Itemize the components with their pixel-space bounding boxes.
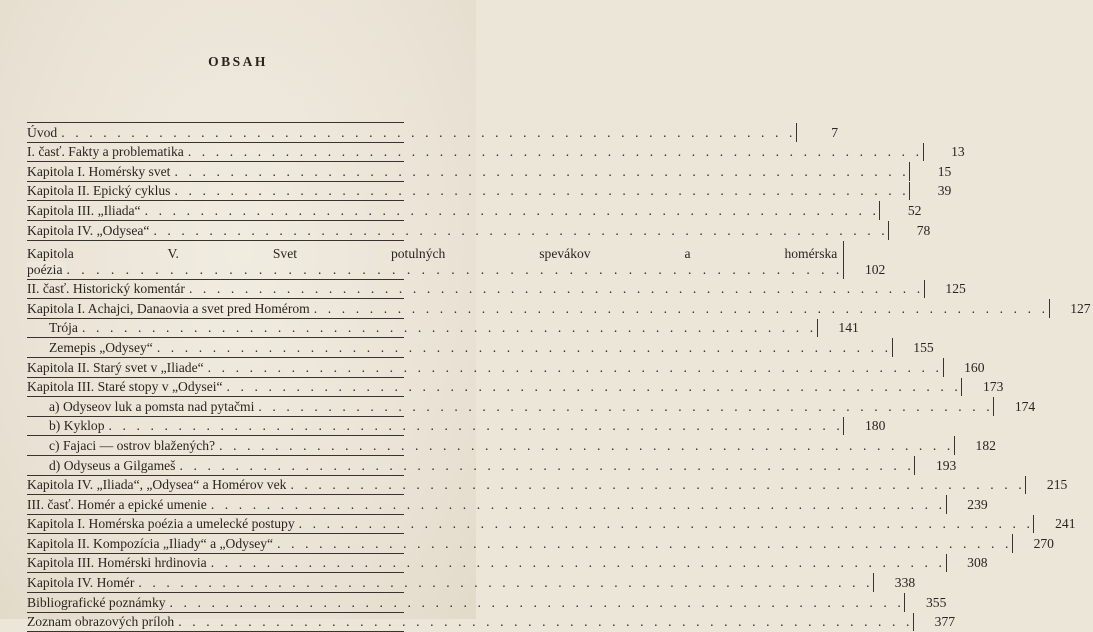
toc-entry-page: 270 [1012,534,1056,553]
dot-leader: . . . . . . . . . . . . . . . . . . . . . . . . . . . . . . . . . . . . . . . . . . . . . . . . . . . . . [298,516,1034,532]
dot-leader: . . . . . . . . . . . . . . . . . . . . . . . . . . . . . . . . . . . . . . . . . . . . . . . . . . . . . [210,496,946,512]
toc-entry-label: Kapitola I. Achajci, Danaovia a svet pred Homérom . . . . . . . . . . . . . . . . . . . . . . . . . . . . . . . . . . . . . . . . . . . . . . . . . . . . . [27,300,1049,316]
table-of-contents [27,122,1091,632]
dot-leader: . . . . . . . . . . . . . . . . . . . . . . . . . . . . . . . . . . . . . . . . . . . . . . . . . . . . . [188,281,924,297]
toc-row [27,417,886,437]
dot-leader: . . . . . . . . . . . . . . . . . . . . . . . . . . . . . . . . . . . . . . . . . . . . . . . . . . . . . [81,320,817,336]
toc-entry-label: a) Odyseov luk a pomsta nad pytačmi . . . . . . . . . . . . . . . . . . . . . . . . . . . . . . . . . . . . . . . . . . . . . . . . . . . . . [49,398,994,414]
toc-row [27,319,859,339]
toc-row [27,613,956,632]
toc-entry-page: 193 [914,456,958,475]
dot-leader: . . . . . . . . . . . . . . . . . . . . . . . . . . . . . . . . . . . . . . . . . . . . . . . . . . . . . [169,594,905,610]
dot-leader: . . . . . . . . . . . . . . . . . . . . . . . . . . . . . . . . . . . . . . . . . . . . . . . . . . . . . [258,398,994,414]
toc-entry-label: Kapitola IV. „Odysea“ . . . . . . . . . . . . . . . . . . . . . . . . . . . . . . . . . . . . . . . . . . . . . . . . . . . . . [27,222,889,238]
toc-entry-page: 141 [817,319,861,338]
toc-row [27,280,966,300]
toc-entry-page: 7 [796,123,840,142]
dot-leader: . . . . . . . . . . . . . . . . . . . . . . . . . . . . . . . . . . . . . . . . . . . . . . . . . . . . . [187,144,923,160]
toc-row [27,456,957,476]
toc-row [27,573,916,593]
dot-leader: . . . . . . . . . . . . . . . . . . . . . . . . . . . . . . . . . . . . . . . . . . . . . . . . . . . . . [138,575,874,591]
dot-leader: . . . . . . . . . . . . . . . . . . . . . . . . . . . . . . . . . . . . . . . . . . . . . . . . . . . . . [207,359,943,375]
toc-entry-page: 160 [943,358,987,377]
toc-row [27,358,985,378]
toc-entry-page: 241 [1033,515,1077,534]
toc-entry-label: Úvod . . . . . . . . . . . . . . . . . . . . . . . . . . . . . . . . . . . . . . . . . . . . . . . . . . . . . [27,124,797,140]
toc-entry-page: 13 [923,143,967,162]
toc-entry-page: 174 [993,397,1037,416]
toc-entry-label: c) Fajaci — ostrov blažených? . . . . . . . . . . . . . . . . . . . . . . . . . . . . . . . . . . . . . . . . . . . . . . . . . . . . . [49,437,954,453]
toc-row [27,201,922,221]
toc-row [27,182,952,202]
toc-entry-page: 180 [843,417,887,436]
toc-row [27,397,1036,417]
dot-leader: . . . . . . . . . . . . . . . . . . . . . . . . . . . . . . . . . . . . . . . . . . . . . . . . . . . . . [153,222,889,238]
toc-entry-page: 173 [961,378,1005,397]
toc-entry-page: 377 [913,613,957,632]
toc-row [27,436,996,456]
toc-entry-page: 155 [892,338,936,357]
toc-entry-label: Kapitola II. Starý svet v „Iliade“ . . . . . . . . . . . . . . . . . . . . . . . . . . . . . . . . . . . . . . . . . . . . . . . . . . . . . [27,359,943,375]
toc-entry-label: Zoznam obrazových príloh . . . . . . . . . . . . . . . . . . . . . . . . . . . . . . . . . . . . . . . . . . . . . . . . . . . . . [27,614,914,630]
toc-row [27,593,947,613]
dot-leader: . . . . . . . . . . . . . . . . . . . . . . . . . . . . . . . . . . . . . . . . . . . . . . . . . . . . . [156,339,892,355]
toc-entry-label: Zemepis „Odysey“ . . . . . . . . . . . . . . . . . . . . . . . . . . . . . . . . . . . . . . . . . . . . . . . . . . . . . [49,339,892,355]
toc-row [27,476,1068,496]
dot-leader: . . . . . . . . . . . . . . . . . . . . . . . . . . . . . . . . . . . . . . . . . . . . . . . . . . . . . [174,183,910,199]
toc-row [27,241,886,280]
dot-leader: . . . . . . . . . . . . . . . . . . . . . . . . . . . . . . . . . . . . . . . . . . . . . . . . . . . . . [277,535,1012,551]
toc-row [27,162,952,182]
dot-leader: . . . . . . . . . . . . . . . . . . . . . . . . . . . . . . . . . . . . . . . . . . . . . . . . . . . . . [66,261,844,277]
toc-row [27,378,1004,398]
dot-leader: . . . . . . . . . . . . . . . . . . . . . . . . . . . . . . . . . . . . . . . . . . . . . . . . . . . . . [219,437,954,453]
toc-entry-page: 127 [1049,299,1093,318]
toc-row [27,554,988,574]
toc-entry-page: 125 [924,280,968,299]
toc-entry-page: 39 [909,182,953,201]
dot-leader: . . . . . . . . . . . . . . . . . . . . . . . . . . . . . . . . . . . . . . . . . . . . . . . . . . . . . [144,202,880,218]
toc-entry-label: Kapitola III. Homérski hrdinovia . . . . . . . . . . . . . . . . . . . . . . . . . . . . . . . . . . . . . . . . . . . . . . . . . . . . . [27,555,946,571]
toc-entry-label: Kapitola IV. „Iliada“, „Odysea“ a Homérov vek . . . . . . . . . . . . . . . . . . . . . . . . . . . . . . . . . . . . . . . . . . . . . . . . . . . . . [27,477,1026,493]
dot-leader: . . . . . . . . . . . . . . . . . . . . . . . . . . . . . . . . . . . . . . . . . . . . . . . . . . . . . [174,163,910,179]
toc-entry-label: Kapitola V. Svet potulných spevákov a homérska poézia . . . . . . . . . . . . . . . . . . . . . . . . . . . . . . . . . . . . . . . . . . . . . . . . . . . . . [27,245,844,277]
toc-entry-label: Kapitola I. Homérsky svet . . . . . . . . . . . . . . . . . . . . . . . . . . . . . . . . . . . . . . . . . . . . . . . . . . . . . [27,163,910,179]
toc-entry-page: 15 [909,162,953,181]
dot-leader: . . . . . . . . . . . . . . . . . . . . . . . . . . . . . . . . . . . . . . . . . . . . . . . . . . . . . [108,418,844,434]
toc-entry-label: II. časť. Historický komentár . . . . . . . . . . . . . . . . . . . . . . . . . . . . . . . . . . . . . . . . . . . . . . . . . . . . . [27,281,924,297]
toc-entry-page: 78 [888,221,932,240]
toc-entry-label: Trója . . . . . . . . . . . . . . . . . . . . . . . . . . . . . . . . . . . . . . . . . . . . . . . . . . . . . [49,320,817,336]
dot-leader: . . . . . . . . . . . . . . . . . . . . . . . . . . . . . . . . . . . . . . . . . . . . . . . . . . . . . [210,555,946,571]
toc-entry-label: Kapitola II. Kompozícia „Iliady“ a „Odysey“ . . . . . . . . . . . . . . . . . . . . . . . . . . . . . . . . . . . . . . . . . . . . . . . . . . . . . [27,535,1012,551]
toc-entry-page: 102 [843,241,887,279]
toc-entry-page: 52 [879,201,923,220]
toc-entry-label: b) Kyklop . . . . . . . . . . . . . . . . . . . . . . . . . . . . . . . . . . . . . . . . . . . . . . . . . . . . . [49,418,844,434]
toc-entry-page: 338 [873,573,917,592]
toc-entry-label: I. časť. Fakty a problematika . . . . . . . . . . . . . . . . . . . . . . . . . . . . . . . . . . . . . . . . . . . . . . . . . . . . . [27,144,923,160]
toc-entry-label: III. časť. Homér a epické umenie . . . . . . . . . . . . . . . . . . . . . . . . . . . . . . . . . . . . . . . . . . . . . . . . . . . . . [27,496,946,512]
toc-row [27,534,1054,554]
toc-row [27,143,965,163]
toc-entry-label: Kapitola II. Epický cyklus . . . . . . . . . . . . . . . . . . . . . . . . . . . . . . . . . . . . . . . . . . . . . . . . . . . . . [27,183,910,199]
dot-leader: . . . . . . . . . . . . . . . . . . . . . . . . . . . . . . . . . . . . . . . . . . . . . . . . . . . . . [290,477,1026,493]
toc-entry-label: Bibliografické poznámky . . . . . . . . . . . . . . . . . . . . . . . . . . . . . . . . . . . . . . . . . . . . . . . . . . . . . [27,594,905,610]
toc-row [27,495,988,515]
toc-row [27,123,839,143]
toc-entry-label: d) Odyseus a Gilgameš . . . . . . . . . . . . . . . . . . . . . . . . . . . . . . . . . . . . . . . . . . . . . . . . . . . . . [49,457,915,473]
toc-entry-page: 355 [904,593,948,612]
dot-leader: . . . . . . . . . . . . . . . . . . . . . . . . . . . . . . . . . . . . . . . . . . . . . . . . . . . . . [178,614,914,630]
toc-entry-label: Kapitola III. Staré stopy v „Odysei“ . . . . . . . . . . . . . . . . . . . . . . . . . . . . . . . . . . . . . . . . . . . . . . . . . . . . . [27,379,962,395]
page-title: OBSAH [208,54,268,69]
toc-entry-page: 215 [1025,476,1069,495]
toc-entry-page: 182 [954,436,998,455]
dot-leader: . . . . . . . . . . . . . . . . . . . . . . . . . . . . . . . . . . . . . . . . . . . . . . . . . . . . . [226,379,962,395]
toc-entry-label: Kapitola IV. Homér . . . . . . . . . . . . . . . . . . . . . . . . . . . . . . . . . . . . . . . . . . . . . . . . . . . . . [27,575,874,591]
toc-entry-label: Kapitola I. Homérska poézia a umelecké postupy . . . . . . . . . . . . . . . . . . . . . . . . . . . . . . . . . . . . . . . . . . . . . . . . . . . . . [27,516,1034,532]
toc-entry-page: 239 [946,495,990,514]
toc-entry-label: Kapitola III. „Iliada“ . . . . . . . . . . . . . . . . . . . . . . . . . . . . . . . . . . . . . . . . . . . . . . . . . . . . . [27,202,880,218]
toc-entry-page: 308 [946,554,990,573]
dot-leader: . . . . . . . . . . . . . . . . . . . . . . . . . . . . . . . . . . . . . . . . . . . . . . . . . . . . . [179,457,915,473]
toc-row [27,515,1076,535]
dot-leader: . . . . . . . . . . . . . . . . . . . . . . . . . . . . . . . . . . . . . . . . . . . . . . . . . . . . . [313,300,1049,316]
toc-row [27,299,1091,319]
toc-row [27,338,934,358]
dot-leader: . . . . . . . . . . . . . . . . . . . . . . . . . . . . . . . . . . . . . . . . . . . . . . . . . . . . . [61,124,797,140]
toc-row [27,221,931,241]
